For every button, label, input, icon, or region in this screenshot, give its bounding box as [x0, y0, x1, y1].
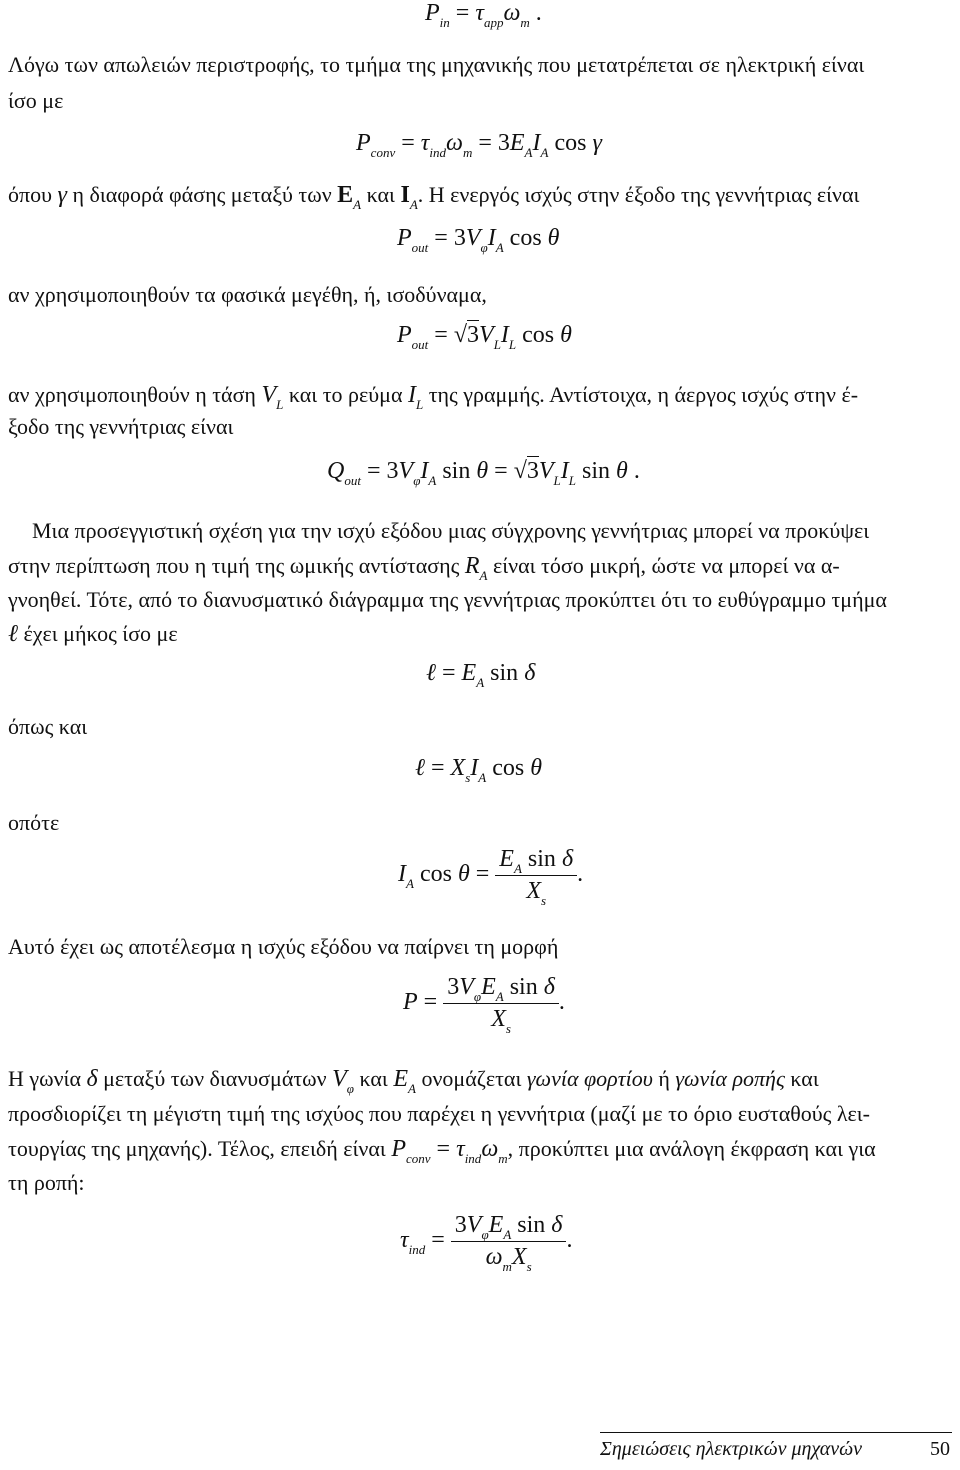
math-delta: δ [86, 1066, 98, 1092]
term-torque-angle: γωνία ροπής [675, 1066, 785, 1091]
text-fragment: έχει μήκος ίσο με [23, 621, 178, 646]
text-fragment: , προκύπτει μια ανάλογη έκφραση και για [507, 1136, 876, 1161]
math-vl: $V_L$ [261, 382, 284, 412]
term-load-angle: γωνία φορτίου [526, 1066, 653, 1091]
paragraph-line: Αυτό έχει ως αποτέλεσμα η ισχύς εξόδου να παίρνει τη μορφή [8, 934, 559, 959]
text-fragment: είναι τόσο μικρή, ώστε να μπορεί να α- [492, 553, 840, 578]
text-fragment: στην περίπτωση που η τιμή της ωμικής αντίστασης [8, 553, 460, 578]
math-ra: $R_A$ [464, 553, 488, 583]
paragraph-line: όπως και [8, 714, 88, 739]
text-fragment: της γραμμής. Αντίστοιχα, η άεργος ισχύς στην έ- [428, 382, 859, 407]
text-fragment: αν χρησιμοποιηθούν η τάση [8, 382, 256, 407]
footer-divider [600, 1432, 952, 1433]
paragraph-line: ίσο με [8, 88, 64, 113]
text-fragment: και [359, 1066, 388, 1091]
text-fragment: και [790, 1066, 819, 1091]
math-il: $I_L$ [407, 382, 424, 412]
paragraph-segment [8, 619, 178, 649]
paragraph-phase [8, 180, 859, 213]
paragraph-line: ξοδο της γεννήτριας είναι [8, 414, 234, 439]
equation-ia-cos: $I_A$ cos θ = $\frac{E_A \sin \delta}{X_s}$ . [398, 846, 584, 908]
page-number: 50 [930, 1438, 950, 1460]
equation-pin: $P_{in} = \tau_{app}\omega_m$ . [425, 0, 542, 30]
math-ea: $E_A$ [393, 1066, 416, 1096]
equation-qout: $Q_{out} = 3V_\varphi I_A$ $\sin \theta = √3V_LI_L$ sin θ . [327, 458, 640, 488]
paragraph-line: Λόγω των απωλειών περιστροφής, το τμήμα της μηχανικής που μετατρέπεται σε ηλεκτρική είναι [8, 52, 865, 77]
paragraph-line: προσδιορίζει τη μέγιστη τιμή της ισχύος που παρέχει η γεννήτρια (μαζί με το όριο ευσταθούς λει- [8, 1101, 871, 1126]
math-ea-vector: $E_A$ [337, 182, 362, 212]
text-fragment: Η γωνία [8, 1066, 81, 1091]
paragraph-line: Μια προσεγγιστική σχέση για την ισχύ εξόδου μιας σύγχρονης γεννήτριας μπορεί να προκύψει [32, 518, 870, 543]
text-fragment: ονομάζεται [421, 1066, 522, 1091]
paragraph-line: τη ροπή: [8, 1170, 85, 1195]
text-fragment: όπου [8, 182, 52, 207]
paragraph-line: αν χρησιμοποιηθούν τα φασικά μεγέθη, ή, ισοδύναμα, [8, 282, 487, 307]
equation-tau: $\tau_{ind}$ = $\frac{3V_\varphi E_A \sin \delta}{\omega_mX_s}$ . [400, 1212, 573, 1274]
equation-p: P = $\frac{3V_\varphi E_A \sin \delta}{X_s}$ . [403, 974, 565, 1036]
math-ell: ℓ [8, 621, 18, 647]
text-fragment: και το ρεύμα [288, 382, 403, 407]
paragraph-line-voltage [8, 380, 858, 413]
equation-pconv: $P_{conv} = \tau_{ind}\omega_m = 3E_AI_A$ cos γ [356, 130, 602, 160]
equation-ell-xs: ℓ = $X_sI_A$ cos θ [415, 755, 543, 785]
text-fragment: . Η ενεργός ισχύς στην έξοδο της γεννήτριας είναι [417, 182, 860, 207]
math-gamma: γ [57, 182, 67, 208]
paragraph-conv [8, 1134, 876, 1167]
paragraph-line: οπότε [8, 810, 60, 835]
footer-title: Σημειώσεις ηλεκτρικών μηχανών [600, 1438, 863, 1460]
math-pconv-inline: $P_{conv} = \tau_{ind}\omega_m$ [391, 1136, 508, 1166]
text-fragment: ή [658, 1066, 670, 1091]
math-vphi: $V_\varphi$ [332, 1066, 354, 1096]
math-ia-vector: $I_A$ [400, 182, 418, 212]
text-fragment: τουργίας της μηχανής). Τέλος, επειδή είναι [8, 1136, 386, 1161]
text-fragment: η διαφορά φάσης μεταξύ των [72, 182, 332, 207]
paragraph-angle [8, 1064, 819, 1097]
text-fragment: και [366, 182, 395, 207]
text-fragment: μεταξύ των διανυσμάτων [103, 1066, 327, 1091]
paragraph-resistance [8, 551, 840, 584]
equation-pout-line: $P_{out} = √3V_LI_L$ cos θ [397, 322, 572, 352]
equation-pout-phase: $P_{out} = 3V_\varphi I_A$ cos θ [397, 225, 560, 255]
paragraph-line: γνοηθεί. Τότε, από το διανυσματικό διάγραμμα της γεννήτριας προκύπτει ότι το ευθύγραμμο τμήμα [8, 587, 887, 612]
equation-ell-ea: ℓ = $E_A$ sin δ [426, 660, 536, 690]
